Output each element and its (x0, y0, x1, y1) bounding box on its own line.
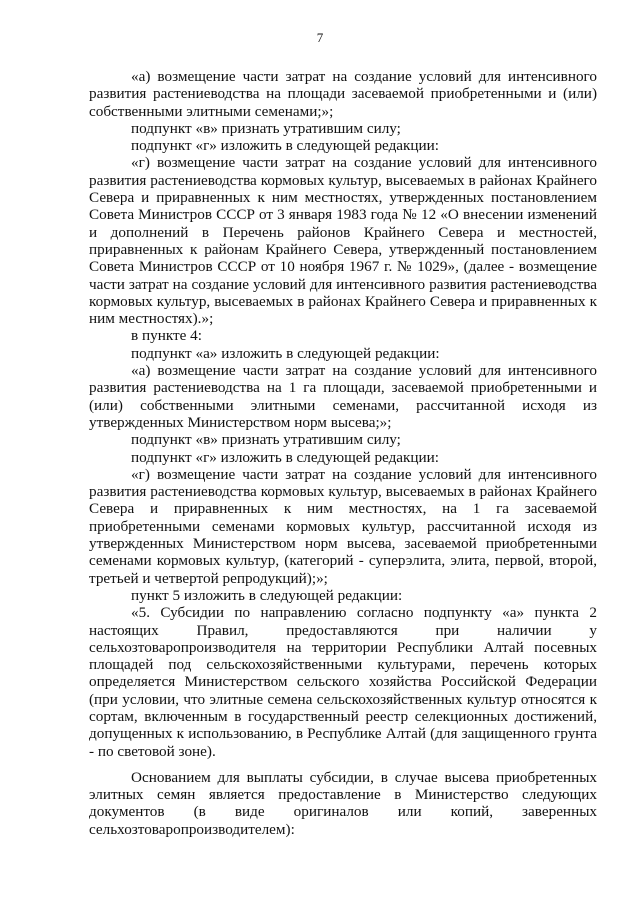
paragraph-point-4-subpoint-a-text: «а) возмещение части затрат на создание условий для интенсивного развития растениеводства на 1 га площади, засеваемой приобретенными и (или) собственными элитными семенами, рассчитанной исходя из утвержденных Министерством норм высева;»; (89, 362, 597, 431)
paragraph-point-4-subpoint-g-intro: подпункт «г» изложить в следующей редакции: (131, 448, 440, 466)
document-body (89, 68, 597, 838)
paragraph-subpoint-g-text: «г) возмещение части затрат на создание условий для интенсивного развития растениеводства кормовых культур, высеваемых в районах Крайнего Севера и приравненных к ним местностях, утвержденных постановлением Совета Министров СССР от 3 января 1983 года № 12 «О внесении изменений и дополнений в Перечень районов Крайнего Севера и местностей, приравненных к районам Крайнего Севера, утвержденный постановлением Совета Министров СССР от 10 ноября 1967 г. № 1029», (далее - возмещение части затрат на создание условий для интенсивного развития растениеводства кормовых культур, высеваемых в районах Крайнего Севера и приравненных к ним местностях).»; (89, 154, 597, 328)
paragraph-point-4-subpoint-a-intro: подпункт «а» изложить в следующей редакции: (131, 344, 440, 362)
paragraph-subpoint-a-text: «а) возмещение части затрат на создание условий для интенсивного развития растениеводства на площади засеваемой приобретенными и (или) собственными элитными семенами;»; (89, 68, 597, 120)
page-number: 7 (316, 30, 324, 45)
paragraph-point-5-intro: пункт 5 изложить в следующей редакции: (131, 586, 403, 604)
paragraph-basis-for-payment: Основанием для выплаты субсидии, в случае высева приобретенных элитных семян является предоставление в Министерство следующих документов (в виде оригиналов или копий, заверенных сельхозтоваропроизводителем): (89, 768, 597, 838)
paragraph-point-5-text: «5. Субсидии по направлению согласно подпункту «а» пункта 2 настоящих Правил, предоставляются при наличии у сельхозтоваропроизводителя на территории Республики Алтай посевных площадей под сельскохозяйственными культурами, перечень которых определяется Министерством сельского хозяйства Российской Федерации (при условии, что элитные семена сельскохозяйственных культур относятся к сортам, включенным в государственный реестр селекционных достижений, допущенных к использованию, в Республике Алтай (для защищенного грунта - по световой зоне). (89, 604, 597, 760)
paragraph-subpoint-v-repeal: подпункт «в» признать утратившим силу; (131, 119, 401, 137)
paragraph-subpoint-g-intro: подпункт «г» изложить в следующей редакции: (131, 137, 440, 155)
paragraph-point-4-intro: в пункте 4: (131, 327, 202, 345)
paragraph-point-4-subpoint-g-text: «г) возмещение части затрат на создание условий для интенсивного развития растениеводства кормовых культур, высеваемых в районах Крайнего Севера и приравненных к ним местностях, на 1 га засеваемой приобретенными семенами кормовых культур, рассчитанной исходя из утвержденных Министерством норм высева, засеваемой приобретенными семенами кормовых культур, (категорий - суперэлита, элита, первой, второй, третьей и четвертой репродукций);»; (89, 465, 597, 587)
paragraph-point-4-subpoint-v-repeal: подпункт «в» признать утратившим силу; (131, 431, 401, 449)
